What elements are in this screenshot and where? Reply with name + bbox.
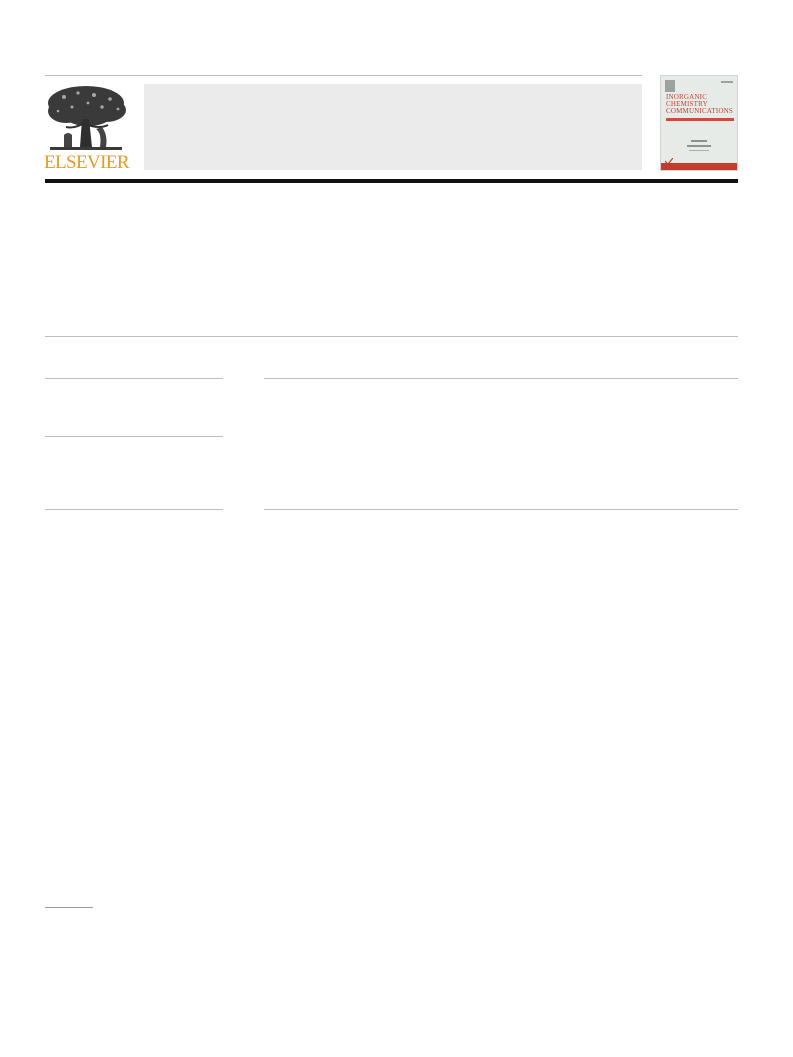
article-info-bottom-rule [45,509,223,510]
header-divider [45,179,738,183]
article-info-top-rule [45,378,223,379]
cover-text-line [689,150,709,151]
cover-title-line3: COMMUNICATIONS [666,107,733,115]
elsevier-wordmark: ELSEVIER [44,152,129,173]
abstract-top-rule [264,378,738,379]
cover-red-band [666,118,734,121]
footnote-rule [45,907,93,908]
elsevier-tree-logo-icon [44,83,128,155]
cover-text-line [687,145,711,147]
abstract-bottom-rule [264,509,738,510]
journal-cover-thumbnail[interactable] [660,75,738,171]
top-rule [45,75,642,76]
cover-journal-title [666,94,736,115]
cover-text-line [691,140,707,142]
cover-title-line2: CHEMISTRY [666,100,708,108]
article-info-mid-rule [45,436,223,437]
cover-bottom-band [661,163,737,170]
title-section-rule [45,336,738,337]
header-banner [144,84,642,170]
cover-title-line1: INORGANIC [666,93,708,101]
cover-logo-icon [665,80,675,92]
cover-issn-mark [721,81,733,83]
